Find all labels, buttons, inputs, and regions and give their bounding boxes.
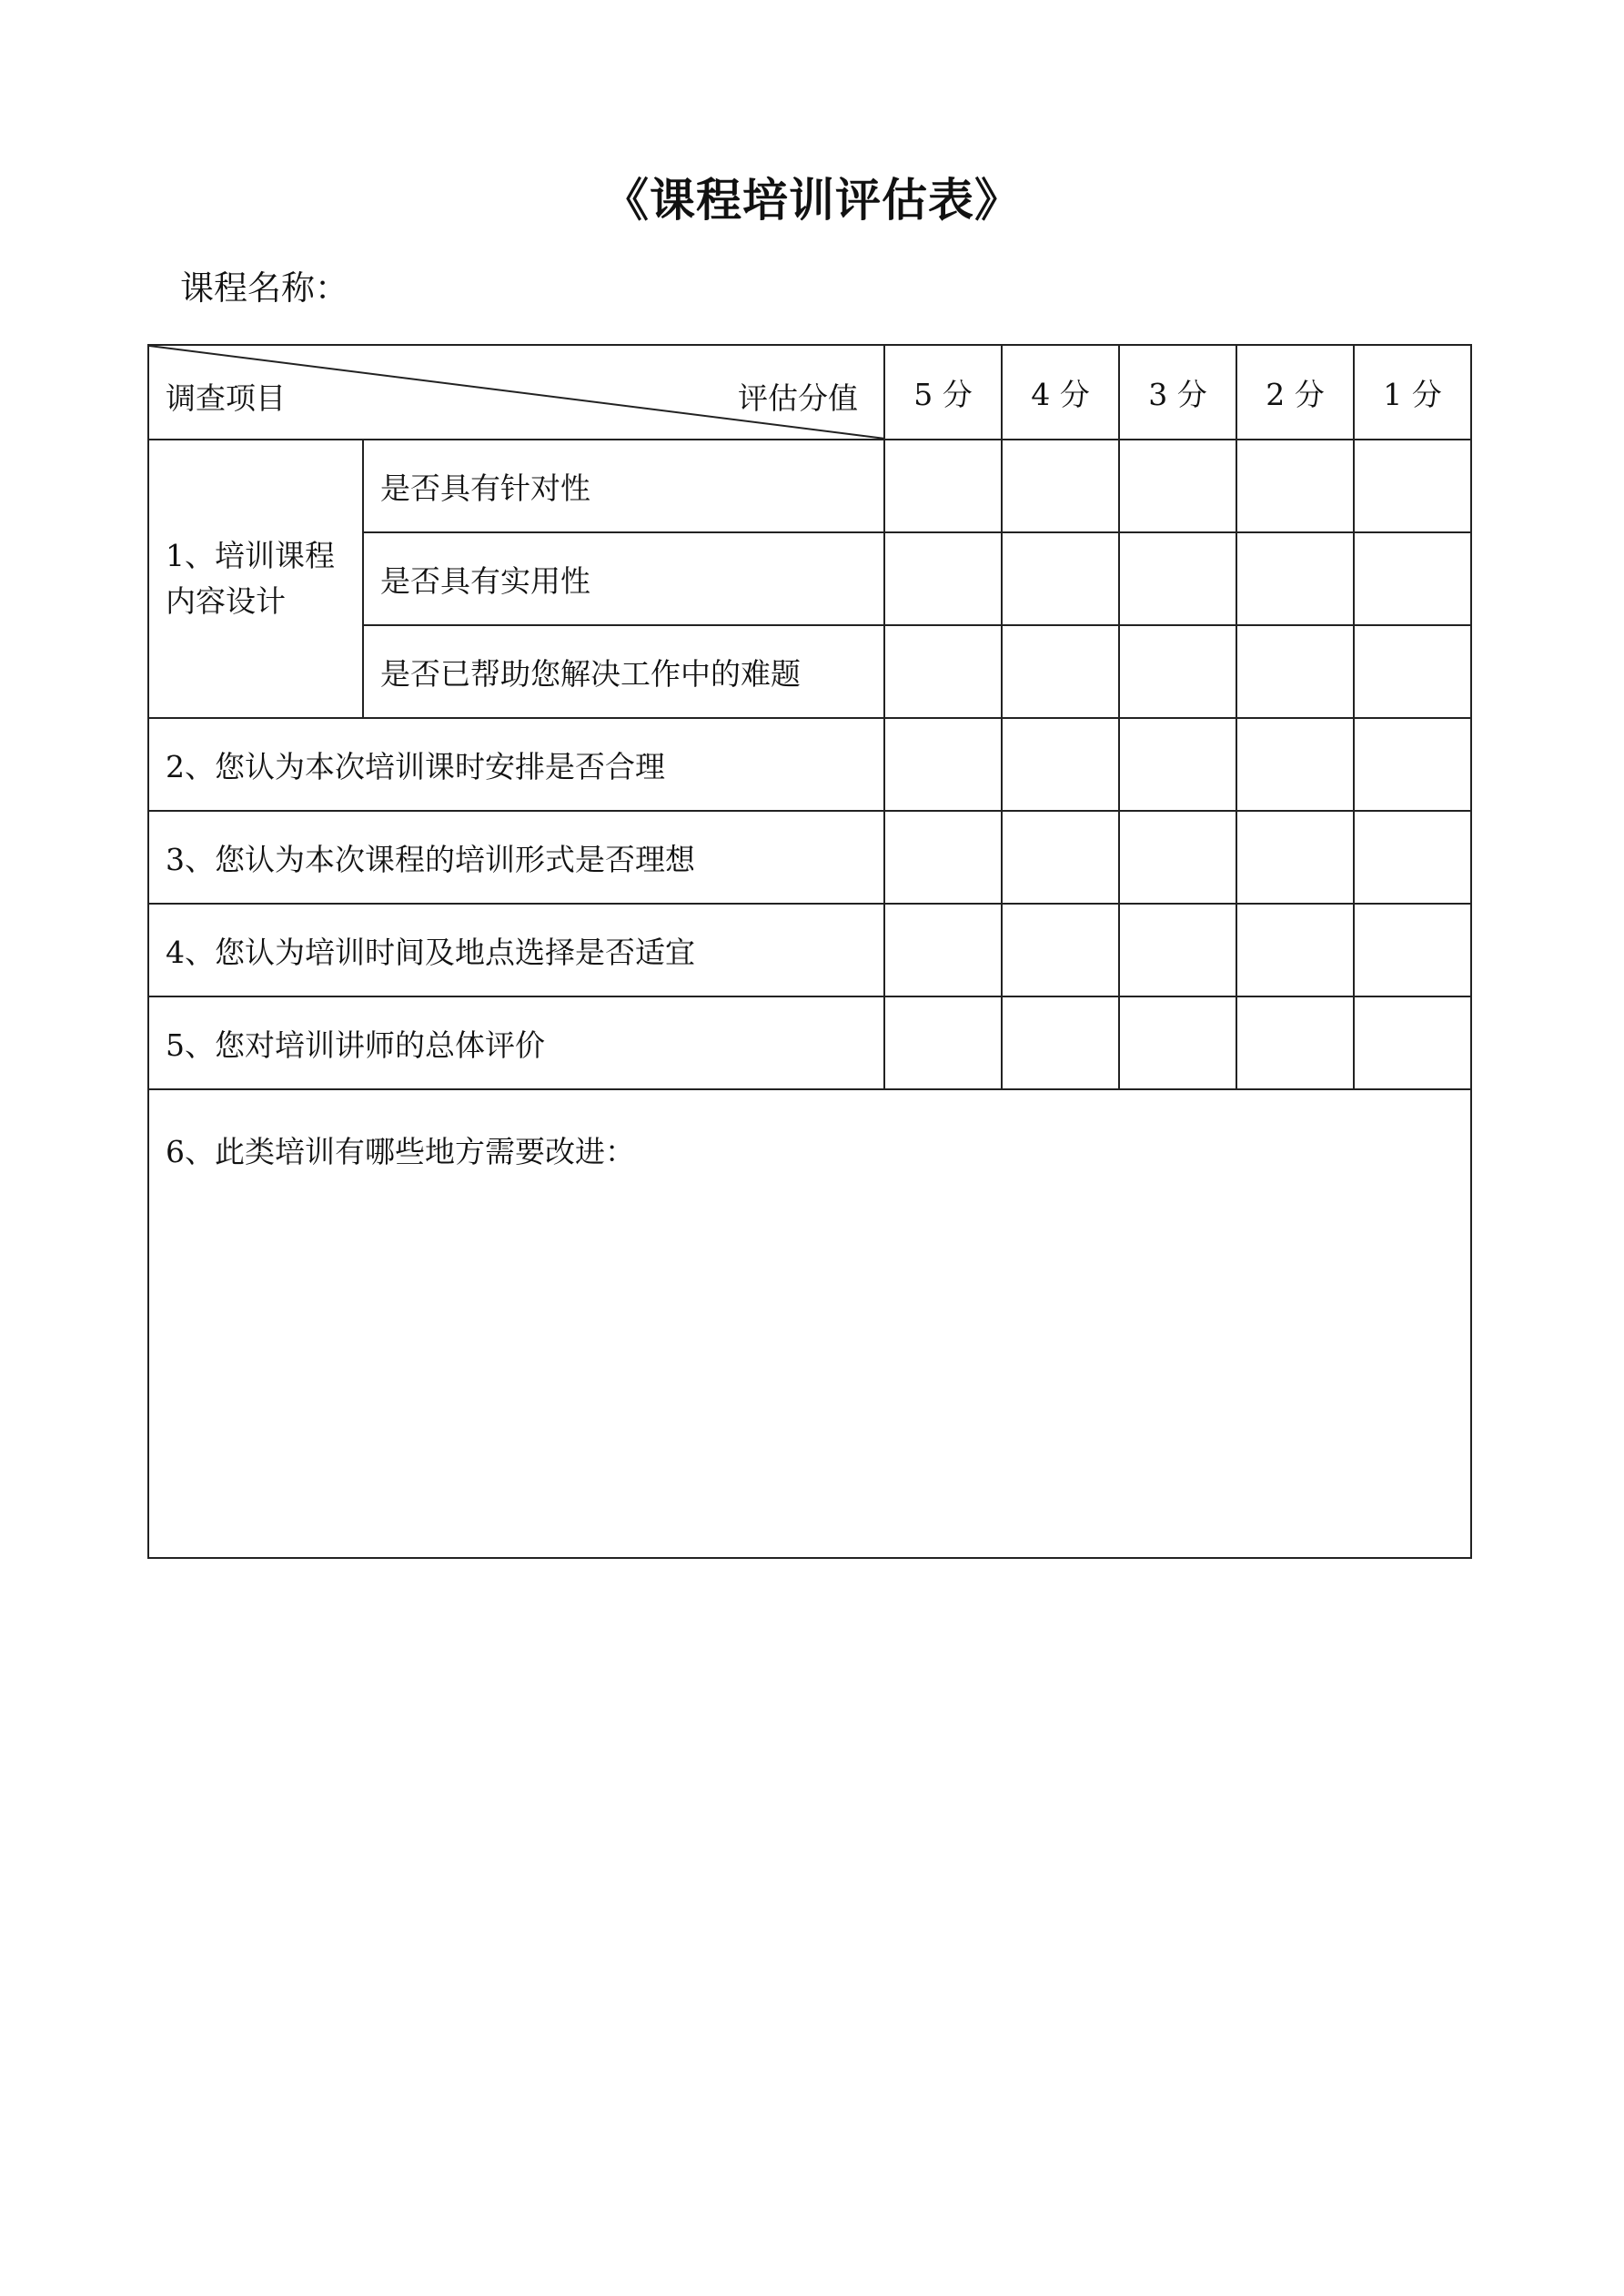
- score-cell-5[interactable]: [884, 811, 1002, 904]
- open-question-row: [148, 1089, 1471, 1558]
- question-2: 2、您认为本次培训课时安排是否合理: [148, 718, 884, 811]
- score-value-label: 评估分值: [738, 380, 858, 416]
- score-header-4: 4 分: [1002, 345, 1119, 440]
- score-cell-5[interactable]: [884, 718, 1002, 811]
- score-cell-4[interactable]: [1002, 904, 1119, 996]
- score-cell-4[interactable]: [1002, 625, 1119, 718]
- score-cell-5[interactable]: [884, 532, 1002, 625]
- item-problem-solving: 是否已帮助您解决工作中的难题: [363, 625, 884, 718]
- score-cell-3[interactable]: [1119, 811, 1236, 904]
- score-cell-1[interactable]: [1354, 811, 1471, 904]
- table-row: [148, 811, 1471, 904]
- score-cell-3[interactable]: [1119, 904, 1236, 996]
- question-3: 3、您认为本次课程的培训形式是否理想: [148, 811, 884, 904]
- item-relevance: 是否具有针对性: [363, 440, 884, 532]
- open-question-6-label: 6、此类培训有哪些地方需要改进：: [166, 1134, 635, 1169]
- question-5: 5、您对培训讲师的总体评价: [148, 996, 884, 1089]
- score-cell-1[interactable]: [1354, 532, 1471, 625]
- evaluation-table: [147, 344, 1472, 1559]
- table-row: [148, 904, 1471, 996]
- table-row: [148, 718, 1471, 811]
- item-practicality: 是否具有实用性: [363, 532, 884, 625]
- header-row: [148, 345, 1471, 440]
- header-diagonal-cell: [148, 345, 884, 440]
- score-cell-4[interactable]: [1002, 532, 1119, 625]
- score-cell-1[interactable]: [1354, 996, 1471, 1089]
- score-cell-2[interactable]: [1236, 440, 1354, 532]
- score-cell-1[interactable]: [1354, 718, 1471, 811]
- category-1-label-line2: 内容设计: [166, 583, 286, 619]
- score-cell-3[interactable]: [1119, 625, 1236, 718]
- page-title: 《课程培训评估表》: [603, 173, 1021, 227]
- score-header-2: 2 分: [1236, 345, 1354, 440]
- score-cell-5[interactable]: [884, 996, 1002, 1089]
- question-4: 4、您认为培训时间及地点选择是否适宜: [148, 904, 884, 996]
- score-cell-2[interactable]: [1236, 625, 1354, 718]
- score-header-1: 1 分: [1354, 345, 1471, 440]
- score-cell-5[interactable]: [884, 904, 1002, 996]
- score-cell-5[interactable]: [884, 440, 1002, 532]
- score-cell-2[interactable]: [1236, 532, 1354, 625]
- score-cell-2[interactable]: [1236, 811, 1354, 904]
- score-cell-5[interactable]: [884, 625, 1002, 718]
- score-cell-3[interactable]: [1119, 718, 1236, 811]
- score-cell-1[interactable]: [1354, 904, 1471, 996]
- score-cell-3[interactable]: [1119, 440, 1236, 532]
- course-name-label: 课程名称：: [180, 268, 348, 308]
- score-header-5: 5 分: [884, 345, 1002, 440]
- score-cell-3[interactable]: [1119, 996, 1236, 1089]
- score-cell-2[interactable]: [1236, 718, 1354, 811]
- score-cell-2[interactable]: [1236, 996, 1354, 1089]
- table-row: [148, 440, 1471, 532]
- category-1-cell: [148, 440, 363, 718]
- open-question-6[interactable]: [148, 1089, 1471, 1558]
- score-cell-1[interactable]: [1354, 625, 1471, 718]
- score-cell-4[interactable]: [1002, 440, 1119, 532]
- score-cell-3[interactable]: [1119, 532, 1236, 625]
- score-cell-4[interactable]: [1002, 718, 1119, 811]
- score-cell-1[interactable]: [1354, 440, 1471, 532]
- category-1-label-line1: 1、培训课程: [166, 538, 335, 573]
- score-cell-4[interactable]: [1002, 811, 1119, 904]
- score-header-3: 3 分: [1119, 345, 1236, 440]
- survey-item-label: 调查项目: [166, 380, 286, 416]
- score-cell-2[interactable]: [1236, 904, 1354, 996]
- score-cell-4[interactable]: [1002, 996, 1119, 1089]
- table-row: [148, 996, 1471, 1089]
